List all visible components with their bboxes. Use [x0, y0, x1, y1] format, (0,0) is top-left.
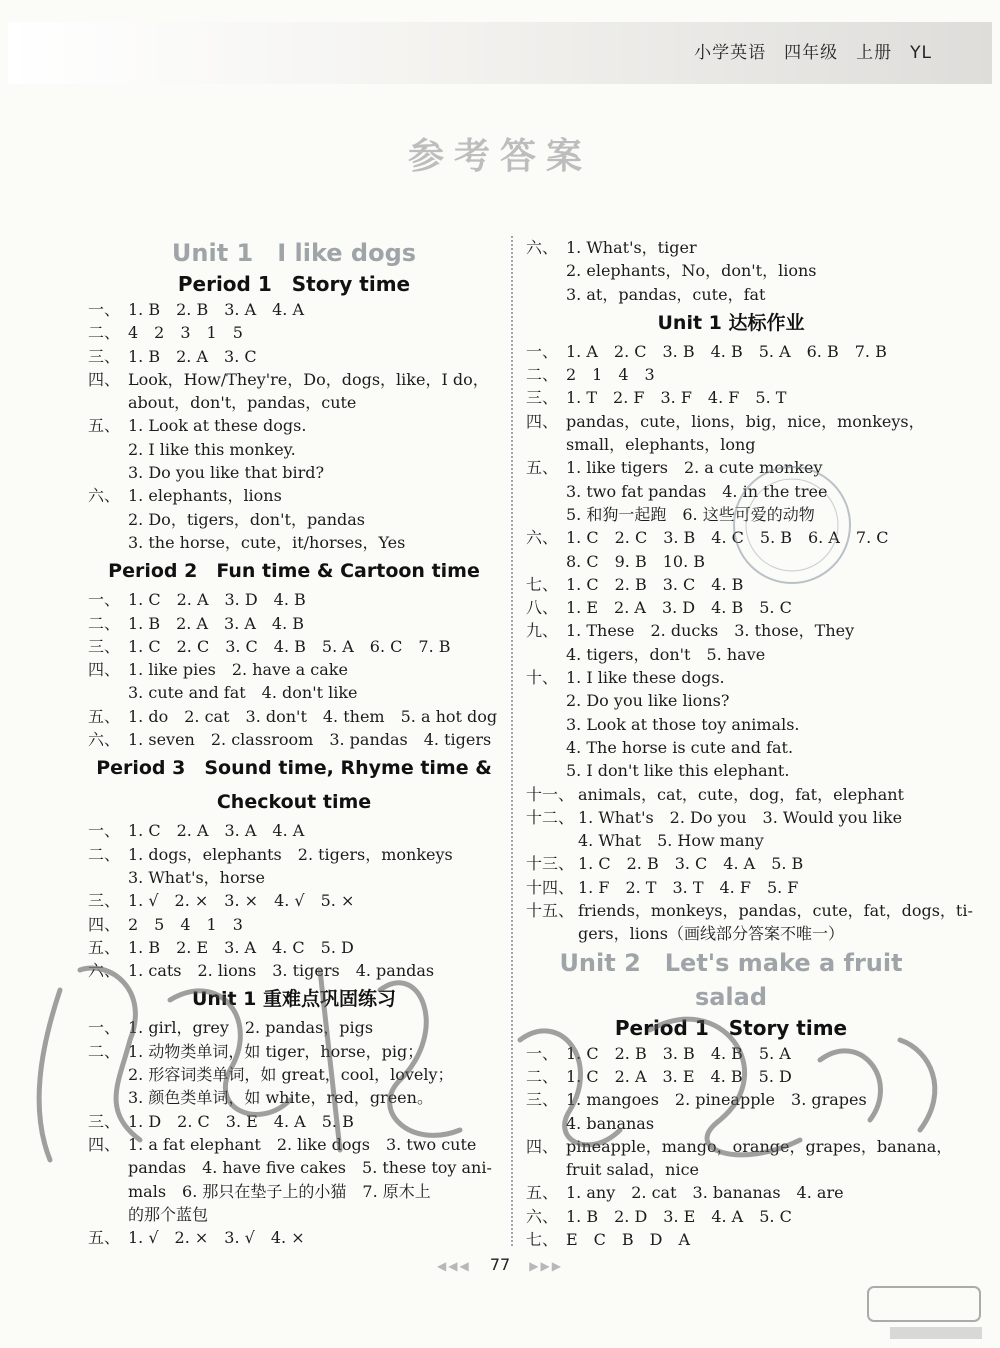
answer-line [526, 783, 936, 806]
answer-text: 3. What's，horse [128, 867, 265, 887]
answer-text: 4. bananas [566, 1113, 655, 1133]
left-column [88, 236, 500, 1249]
answer-text: 4. What 5. How many [578, 831, 764, 851]
question-number: 八、 [526, 598, 559, 618]
answer-text: 1. √ 2. × 3. √ 4. × [128, 1228, 305, 1248]
answer-text: 1. B 2. D 3. E 4. A 5. C [566, 1206, 792, 1226]
answer-text: 2 1 4 3 [566, 365, 655, 385]
answer-line [88, 1040, 500, 1063]
answer-line [88, 461, 500, 484]
answer-line [88, 1226, 500, 1249]
question-number: 三、 [88, 636, 121, 656]
answer-line [88, 1203, 500, 1226]
answer-text: animals，cat，cute，dog，fat，elephant [578, 784, 904, 804]
answer-line [88, 866, 500, 889]
answer-text: 3. at，pandas，cute，fat [566, 284, 766, 304]
answer-text: small，elephants，long [566, 435, 756, 455]
section-heading: Period 2 Fun time & Cartoon time [108, 560, 480, 583]
period-heading: Period 1 Story time [614, 1015, 848, 1040]
question-number: 四、 [526, 1136, 559, 1156]
answer-line [88, 843, 500, 866]
answer-text: 8. C 9. B 10. B [566, 551, 705, 571]
answer-text: about，don't，pandas，cute [128, 393, 357, 413]
answer-text: 3. Look at those toy animals. [566, 714, 800, 734]
answer-text: pandas 4. have five cakes 5. these toy ani- [128, 1158, 492, 1178]
answer-line [526, 899, 973, 922]
question-number: 二、 [526, 1066, 559, 1086]
answer-line [526, 759, 936, 782]
header-subject: 小学英语 四年级 上册 YL [694, 43, 932, 63]
answer-text: 2. 形容词类单词，如 great，cool，lovely； [128, 1065, 454, 1085]
answer-text: fruit salad，nice [566, 1160, 700, 1180]
answer-text: 1. F 2. T 3. T 4. F 5. F [578, 877, 799, 897]
answer-line [526, 340, 936, 363]
answer-text: 1. seven 2. classroom 3. pandas 4. tigers [128, 730, 492, 750]
question-number: 十五、 [526, 901, 575, 921]
answer-line [526, 1205, 936, 1228]
answer-line [526, 689, 936, 712]
question-number: 四、 [88, 1134, 121, 1154]
answer-line [88, 298, 500, 321]
answer-text: 5. I don't like this elephant. [566, 761, 790, 781]
answer-line [88, 819, 500, 842]
answer-text: 1. like tigers 2. a cute monkey [566, 458, 823, 478]
question-number: 七、 [526, 574, 559, 594]
answer-line [88, 1133, 500, 1156]
answer-line [88, 959, 500, 982]
question-number: 五、 [88, 706, 121, 726]
answer-line [526, 259, 936, 282]
answer-line [88, 612, 500, 635]
answer-line [526, 1065, 936, 1088]
question-number: 一、 [526, 1043, 559, 1063]
question-number: 六、 [88, 961, 121, 981]
question-number: 一、 [526, 341, 559, 361]
question-number: 四、 [526, 411, 559, 431]
answer-line [88, 391, 500, 414]
answer-line [88, 414, 500, 437]
question-number: 四、 [88, 369, 121, 389]
question-number: 十一、 [526, 784, 575, 804]
answer-text: 2. Do，tigers，don't，pandas [128, 509, 366, 529]
answer-text: 1. elephants，lions [128, 486, 282, 506]
page-title: 参考答案 [407, 136, 592, 177]
answer-line [526, 283, 936, 306]
question-number: 一、 [88, 590, 121, 610]
answer-line [88, 531, 500, 554]
answer-line [88, 1156, 500, 1179]
answer-line [526, 666, 936, 689]
answer-line [88, 936, 500, 959]
answer-text: 1. √ 2. × 3. × 4. √ 5. × [128, 891, 355, 911]
answer-line [88, 681, 500, 704]
answer-text: 3. Do you like that bird? [128, 463, 325, 483]
answer-text: 1. What's，tiger [566, 238, 697, 257]
answer-line [526, 852, 936, 875]
answer-text: 2. Do you like lions? [566, 691, 730, 711]
answer-line [526, 829, 936, 852]
answer-text: 4 2 3 1 5 [128, 323, 243, 343]
question-number: 一、 [88, 821, 121, 841]
answer-text: 1. C 2. B 3. C 4. B [566, 574, 744, 594]
answer-text: 1. any 2. cat 3. bananas 4. are [566, 1183, 844, 1203]
answer-line [88, 438, 500, 461]
answer-line [88, 368, 500, 391]
answer-line [88, 658, 500, 681]
section-heading: Checkout time [216, 791, 372, 814]
question-number: 十四、 [526, 877, 575, 897]
question-number: 十三、 [526, 854, 575, 874]
answer-text: gers，lions（画线部分答案不唯一） [578, 924, 844, 944]
answer-text: 2. I like this monkey. [128, 439, 296, 459]
answer-line [88, 889, 500, 912]
question-number: 十、 [526, 668, 559, 688]
answer-text: 1. C 2. B 3. C 4. A 5. B [578, 854, 804, 874]
answer-text: 3. 颜色类单词，如 white，red，green。 [128, 1088, 433, 1108]
answer-text: 1. C 2. B 3. B 4. B 5. A [566, 1043, 791, 1063]
page-number-footer [0, 1255, 1000, 1274]
answer-line [526, 619, 936, 642]
answer-text: 1. T 2. F 3. F 4. F 5. T [566, 388, 787, 408]
answer-line [526, 806, 936, 829]
answer-line [526, 922, 936, 945]
answer-text: 3. the horse，cute，it/horses，Yes [128, 532, 406, 552]
period-heading: Period 1 Story time [177, 272, 411, 296]
answer-line [88, 1016, 500, 1039]
answer-text: 1. B 2. E 3. A 4. C 5. D [128, 937, 354, 957]
answer-text: 1. Look at these dogs. [128, 416, 307, 436]
answer-text: 1. I like these dogs. [566, 668, 725, 688]
answer-line [526, 433, 936, 456]
answer-text: friends，monkeys，pandas，cute，fat，dogs，ti- [578, 901, 973, 921]
answer-text: 2. elephants，No，don't，lions [566, 261, 817, 281]
answer-text: 1. 动物类单词，如 tiger，horse，pig； [128, 1041, 424, 1061]
answer-text: 1. like pies 2. have a cake [128, 660, 348, 680]
answer-text: 3. two fat pandas 4. in the tree [566, 481, 828, 501]
answer-line [526, 1181, 936, 1204]
answer-text: 的那个蓝包 [128, 1204, 209, 1224]
question-number: 六、 [526, 528, 559, 548]
answer-text: 4. The horse is cute and fat. [566, 737, 794, 757]
question-number: 二、 [88, 844, 121, 864]
answer-text: 1. A 2. C 3. B 4. B 5. A 6. B 7. B [566, 341, 887, 361]
answer-line [88, 484, 500, 507]
column-divider [511, 236, 513, 1246]
answer-text: pineapple，mango，orange，grapes，banana， [566, 1136, 953, 1156]
answer-text: 1. cats 2. lions 3. tigers 4. pandas [128, 961, 435, 981]
answer-text: 1. a fat elephant 2. like dogs 3. two cute [128, 1134, 477, 1154]
answer-line [526, 876, 936, 899]
answer-text: E C B D A [566, 1229, 691, 1249]
answer-line [88, 635, 500, 658]
answer-text: 3. cute and fat 4. don't like [128, 683, 358, 703]
answer-line [526, 1135, 953, 1158]
question-number: 一、 [88, 300, 121, 319]
stamp-seal-icon [722, 455, 862, 595]
answer-text: 2 5 4 1 3 [128, 914, 243, 934]
answer-text: 1. These 2. ducks 3. those，They [566, 621, 855, 641]
answer-text: 1. girl，grey 2. pandas，pigs [128, 1018, 374, 1038]
answer-line [526, 1158, 936, 1181]
right-column [526, 236, 973, 1251]
question-number: 六、 [526, 238, 559, 257]
answer-line [526, 1112, 936, 1135]
answer-line [88, 913, 500, 936]
answer-line [88, 728, 500, 751]
section-heading: Period 3 Sound time, Rhyme time & [96, 757, 492, 780]
answer-text: 1. E 2. A 3. D 4. B 5. C [566, 598, 792, 618]
answer-line [88, 321, 500, 344]
answer-line [526, 410, 936, 433]
page-number: 77 [489, 1255, 511, 1274]
answer-text: 1. What's 2. Do you 3. Would you like [578, 807, 903, 827]
question-number: 二、 [88, 613, 121, 633]
answer-text: 1. B 2. A 3. A 4. B [128, 613, 305, 633]
question-number: 二、 [88, 323, 121, 343]
question-number: 九、 [526, 621, 559, 641]
answer-line [526, 236, 936, 259]
answer-line [88, 345, 500, 368]
answer-line [526, 596, 936, 619]
answer-text: mals 6. 那只在垫子上的小猫 7. 原木上 [128, 1181, 431, 1201]
question-number: 二、 [526, 365, 559, 385]
answer-text: 1. B 2. B 3. A 4. A [128, 300, 305, 319]
prev-arrows-icon: ◀◀◀ [437, 1259, 471, 1273]
question-number: 五、 [526, 1183, 559, 1203]
answer-text: pandas，cute，lions，big，nice，monkeys， [566, 411, 925, 431]
answer-line [88, 1180, 500, 1203]
answer-line [526, 736, 936, 759]
answer-line [88, 1110, 500, 1133]
unit-heading: Unit 2 Let's make a fruit salad [559, 948, 903, 1011]
answer-text: 1. C 2. C 3. B 4. C 5. B 6. A 7. C [566, 528, 889, 548]
answer-line [88, 705, 500, 728]
answer-text: 1. C 2. A 3. E 4. B 5. D [566, 1066, 792, 1086]
question-number: 五、 [88, 937, 121, 957]
question-number: 五、 [88, 416, 121, 436]
answer-text: 4. tigers，don't 5. have [566, 644, 766, 664]
answer-text: 5. 和狗一起跑 6. 这些可爱的动物 [566, 504, 815, 524]
answer-text: 1. C 2. C 3. C 4. B 5. A 6. C 7. B [128, 636, 451, 656]
answer-line [526, 713, 936, 736]
answer-line [88, 508, 500, 531]
question-number: 四、 [88, 660, 121, 680]
question-number: 四、 [88, 914, 121, 934]
answer-text: 1. C 2. A 3. A 4. A [128, 821, 305, 841]
question-number: 二、 [88, 1041, 121, 1061]
question-number: 六、 [88, 486, 121, 506]
unit-heading: Unit 1 I like dogs [171, 239, 417, 267]
question-number: 三、 [526, 1090, 559, 1110]
answer-text: 1. do 2. cat 3. don't 4. them 5. a hot dog [128, 706, 498, 726]
answer-line [88, 588, 500, 611]
answer-text: 1. dogs，elephants 2. tigers，monkeys [128, 844, 453, 864]
answer-line [88, 1086, 500, 1109]
question-number: 三、 [88, 891, 121, 911]
answer-text: 1. B 2. A 3. C [128, 346, 257, 366]
answer-line [526, 1088, 936, 1111]
site-watermark-logo-icon [860, 1283, 990, 1343]
question-number: 六、 [526, 1206, 559, 1226]
answer-line [526, 363, 936, 386]
answer-text: 1. C 2. A 3. D 4. B [128, 590, 306, 610]
question-number: 十二、 [526, 807, 575, 827]
question-number: 三、 [526, 388, 559, 408]
section-heading: Unit 1 达标作业 [657, 311, 805, 334]
question-number: 六、 [88, 730, 121, 750]
answer-text: 1. mangoes 2. pineapple 3. grapes [566, 1090, 867, 1110]
answer-line [88, 1063, 500, 1086]
answer-line [526, 1042, 936, 1065]
answer-line [526, 643, 936, 666]
question-number: 三、 [88, 1111, 121, 1131]
answer-text: 1. D 2. C 3. E 4. A 5. B [128, 1111, 354, 1131]
question-number: 五、 [88, 1228, 121, 1248]
answer-text: Look，How/They're，Do，dogs，like，I do， [128, 369, 489, 389]
question-number: 五、 [526, 458, 559, 478]
next-arrows-icon: ▶▶▶ [529, 1259, 563, 1273]
section-heading: Unit 1 重难点巩固练习 [192, 988, 396, 1011]
answer-line [526, 386, 936, 409]
question-number: 一、 [88, 1018, 121, 1038]
question-number: 七、 [526, 1229, 559, 1249]
question-number: 三、 [88, 346, 121, 366]
answer-line [526, 1228, 936, 1251]
